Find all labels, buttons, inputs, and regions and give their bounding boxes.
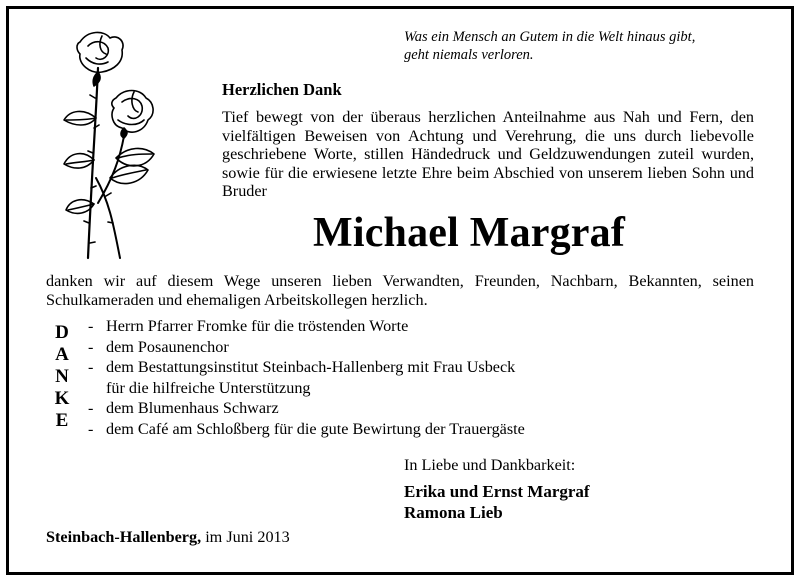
signatory-name: Erika und Ernst Margraf <box>404 482 590 501</box>
closing-line: In Liebe und Dankbarkeit: <box>404 456 576 474</box>
list-item-text: dem Café am Schloßberg für die gute Bewirtung der Trauergäste <box>106 419 525 438</box>
deceased-name: Michael Margraf <box>313 210 626 256</box>
list-item <box>88 316 608 337</box>
danke-letter: K <box>54 388 70 409</box>
list-item <box>88 398 608 419</box>
list-item-text: Herrn Pfarrer Fromke für die tröstenden Worte <box>106 317 409 335</box>
thanks-paragraph: danken wir auf diesem Wege unseren lieben Verwandten, Freunden, Nachbarn, Bekannten, seinen Schulkameraden und ehemaligen Arbeitskollegen herzlich. <box>46 272 754 309</box>
danke-letter: A <box>55 344 69 365</box>
danke-letter: E <box>55 410 69 431</box>
list-item-text: dem Bestattungsinstitut Steinbach-Hallenberg mit Frau Usbeck für die hilfreiche Unterstützung <box>106 358 516 397</box>
danke-letter: D <box>55 322 69 343</box>
list-dash: - <box>88 358 94 376</box>
list-dash: - <box>88 337 94 356</box>
list-item-text: dem Blumenhaus Schwarz <box>106 399 279 417</box>
quote <box>404 28 764 64</box>
danke-letter: N <box>55 366 69 387</box>
signatory-name: Ramona Lieb <box>404 503 503 522</box>
place-town: Steinbach-Hallenberg, <box>46 528 202 546</box>
list-dash: - <box>88 419 94 438</box>
intro-paragraph: Tief bewegt von der überaus herzlichen Anteilnahme aus Nah und Fern, den vielfältigen Beweisen von Achtung und Verehrung, die uns durch liebevolle geschriebene Worte, stillen Händedruck und Geldzuwendungen zuteil wurden, sowie für die erwiesene letzte Ehre beim Abschied von unserem lieben Sohn und Bruder <box>222 108 754 200</box>
quote-line-2: geht niemals verloren. <box>404 47 534 63</box>
list-item-text: dem Posaunenchor <box>106 337 229 356</box>
list-dash: - <box>88 399 94 417</box>
thanks-list <box>88 316 608 439</box>
place-date-text: im Juni 2013 <box>205 528 290 546</box>
list-item <box>88 419 608 440</box>
place-date <box>46 528 290 547</box>
list-dash: - <box>88 317 94 335</box>
signatories <box>404 481 590 523</box>
list-item <box>88 357 608 398</box>
list-item <box>88 337 608 358</box>
rose-icon <box>58 28 168 260</box>
quote-line-1: Was ein Mensch an Gutem in die Welt hinaus gibt, <box>404 29 696 45</box>
danke-vertical <box>52 322 72 432</box>
notice-title: Herzlichen Dank <box>222 80 342 99</box>
